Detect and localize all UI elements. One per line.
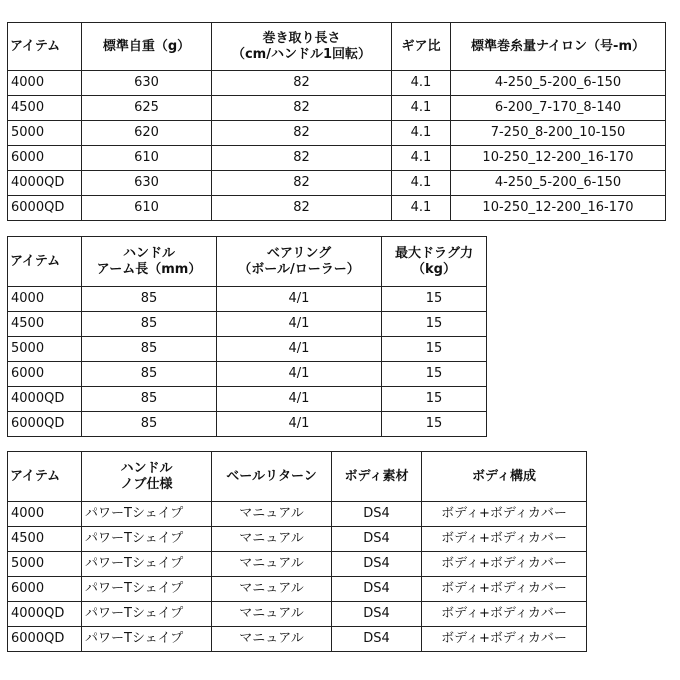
- cell-item: 6000: [8, 362, 82, 387]
- cell-weight: 630: [82, 71, 212, 96]
- header-item: アイテム: [8, 452, 82, 502]
- table-row: [8, 577, 587, 602]
- cell-item: 4000: [8, 71, 82, 96]
- cell-gear: 4.1: [392, 71, 451, 96]
- cell-arm-length: 85: [82, 312, 217, 337]
- spec-table-weight-gear: [7, 22, 666, 221]
- cell-weight: 610: [82, 196, 212, 221]
- cell-capacity: 4-250_5-200_6-150: [451, 71, 666, 96]
- cell-structure: ボディ+ボディカバー: [422, 527, 587, 552]
- table-header-row: [8, 452, 587, 502]
- cell-arm-length: 85: [82, 412, 217, 437]
- cell-gear: 4.1: [392, 96, 451, 121]
- header-gear-ratio: ギア比: [392, 23, 451, 71]
- table-row: [8, 121, 666, 146]
- cell-arm-length: 85: [82, 287, 217, 312]
- cell-structure: ボディ+ボディカバー: [422, 627, 587, 652]
- cell-capacity: 10-250_12-200_16-170: [451, 146, 666, 171]
- cell-item: 4000QD: [8, 387, 82, 412]
- table-row: [8, 387, 487, 412]
- cell-bearing: 4/1: [217, 337, 382, 362]
- header-retrieve-length: 巻き取り長さ （cm/ハンドル1回転）: [212, 23, 392, 71]
- table-row: [8, 412, 487, 437]
- cell-gear: 4.1: [392, 121, 451, 146]
- cell-material: DS4: [332, 627, 422, 652]
- cell-retrieve: 82: [212, 171, 392, 196]
- header-item: アイテム: [8, 237, 82, 287]
- spec-table-handle-drag: [7, 236, 487, 437]
- cell-item: 4000: [8, 502, 82, 527]
- header-line-capacity: 標準巻糸量ナイロン（号-m）: [451, 23, 666, 71]
- cell-material: DS4: [332, 577, 422, 602]
- cell-retrieve: 82: [212, 96, 392, 121]
- cell-gear: 4.1: [392, 146, 451, 171]
- cell-knob: パワーTシェイプ: [82, 502, 212, 527]
- cell-drag: 15: [382, 337, 487, 362]
- cell-item: 4000: [8, 287, 82, 312]
- table-row: [8, 146, 666, 171]
- header-bail-return: ベールリターン: [212, 452, 332, 502]
- header-body-material: ボディ素材: [332, 452, 422, 502]
- cell-bail: マニュアル: [212, 602, 332, 627]
- cell-item: 4500: [8, 96, 82, 121]
- cell-structure: ボディ+ボディカバー: [422, 577, 587, 602]
- cell-weight: 630: [82, 171, 212, 196]
- cell-material: DS4: [332, 552, 422, 577]
- cell-item: 6000QD: [8, 412, 82, 437]
- cell-knob: パワーTシェイプ: [82, 602, 212, 627]
- table-row: [8, 312, 487, 337]
- header-standard-weight: 標準自重（g）: [82, 23, 212, 71]
- cell-bearing: 4/1: [217, 412, 382, 437]
- cell-item: 4500: [8, 527, 82, 552]
- cell-arm-length: 85: [82, 387, 217, 412]
- table-row: [8, 602, 587, 627]
- header-body-structure: ボディ構成: [422, 452, 587, 502]
- table-row: [8, 171, 666, 196]
- cell-weight: 610: [82, 146, 212, 171]
- table-row: [8, 502, 587, 527]
- cell-bearing: 4/1: [217, 312, 382, 337]
- cell-bail: マニュアル: [212, 502, 332, 527]
- table-row: [8, 527, 587, 552]
- cell-material: DS4: [332, 527, 422, 552]
- header-item: アイテム: [8, 23, 82, 71]
- cell-material: DS4: [332, 602, 422, 627]
- table-row: [8, 552, 587, 577]
- cell-structure: ボディ+ボディカバー: [422, 552, 587, 577]
- header-handle-knob: ハンドル ノブ仕様: [82, 452, 212, 502]
- table-row: [8, 96, 666, 121]
- cell-retrieve: 82: [212, 146, 392, 171]
- cell-drag: 15: [382, 312, 487, 337]
- spec-table-body-knob: [7, 451, 587, 652]
- cell-bail: マニュアル: [212, 577, 332, 602]
- cell-arm-length: 85: [82, 337, 217, 362]
- header-handle-arm-length: ハンドル アーム長（mm）: [82, 237, 217, 287]
- table-row: [8, 196, 666, 221]
- cell-drag: 15: [382, 387, 487, 412]
- cell-item: 5000: [8, 337, 82, 362]
- cell-bearing: 4/1: [217, 362, 382, 387]
- cell-arm-length: 85: [82, 362, 217, 387]
- cell-gear: 4.1: [392, 196, 451, 221]
- header-max-drag: 最大ドラグ力 （kg）: [382, 237, 487, 287]
- cell-drag: 15: [382, 287, 487, 312]
- cell-material: DS4: [332, 502, 422, 527]
- cell-drag: 15: [382, 412, 487, 437]
- cell-item: 6000: [8, 146, 82, 171]
- table-row: [8, 362, 487, 387]
- cell-weight: 620: [82, 121, 212, 146]
- cell-capacity: 10-250_12-200_16-170: [451, 196, 666, 221]
- cell-item: 4000QD: [8, 171, 82, 196]
- table-row: [8, 627, 587, 652]
- cell-item: 6000QD: [8, 627, 82, 652]
- cell-gear: 4.1: [392, 171, 451, 196]
- cell-item: 6000: [8, 577, 82, 602]
- cell-knob: パワーTシェイプ: [82, 627, 212, 652]
- cell-retrieve: 82: [212, 121, 392, 146]
- cell-knob: パワーTシェイプ: [82, 577, 212, 602]
- table-row: [8, 71, 666, 96]
- table-header-row: [8, 237, 487, 287]
- cell-bearing: 4/1: [217, 387, 382, 412]
- cell-item: 5000: [8, 121, 82, 146]
- cell-weight: 625: [82, 96, 212, 121]
- cell-capacity: 6-200_7-170_8-140: [451, 96, 666, 121]
- cell-knob: パワーTシェイプ: [82, 527, 212, 552]
- table-row: [8, 287, 487, 312]
- cell-drag: 15: [382, 362, 487, 387]
- cell-bail: マニュアル: [212, 552, 332, 577]
- cell-item: 4000QD: [8, 602, 82, 627]
- cell-item: 4500: [8, 312, 82, 337]
- cell-bail: マニュアル: [212, 627, 332, 652]
- cell-knob: パワーTシェイプ: [82, 552, 212, 577]
- cell-capacity: 7-250_8-200_10-150: [451, 121, 666, 146]
- table-header-row: [8, 23, 666, 71]
- cell-bail: マニュアル: [212, 527, 332, 552]
- cell-retrieve: 82: [212, 196, 392, 221]
- cell-structure: ボディ+ボディカバー: [422, 602, 587, 627]
- header-bearing: ベアリング （ボール/ローラー）: [217, 237, 382, 287]
- cell-retrieve: 82: [212, 71, 392, 96]
- cell-structure: ボディ+ボディカバー: [422, 502, 587, 527]
- cell-item: 5000: [8, 552, 82, 577]
- cell-item: 6000QD: [8, 196, 82, 221]
- table-row: [8, 337, 487, 362]
- cell-capacity: 4-250_5-200_6-150: [451, 171, 666, 196]
- cell-bearing: 4/1: [217, 287, 382, 312]
